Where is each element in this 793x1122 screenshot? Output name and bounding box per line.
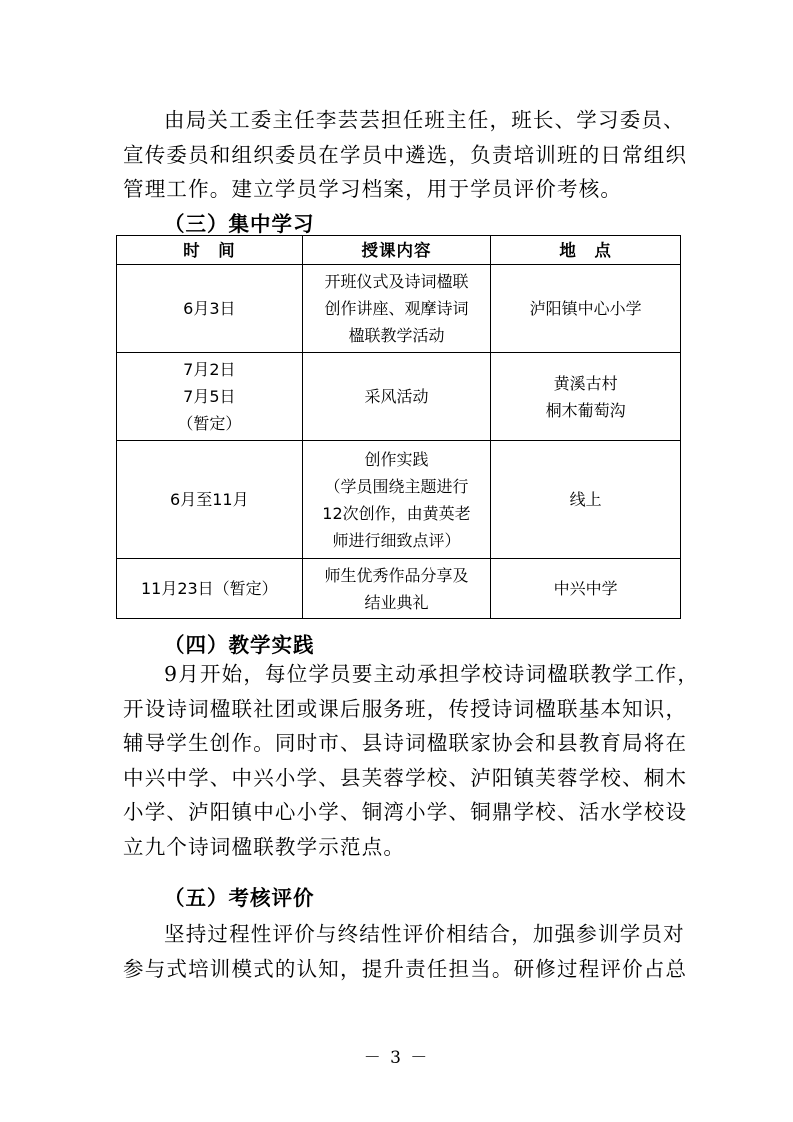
intro-paragraph bbox=[123, 103, 688, 207]
cell-text: 11月23日（暂定） bbox=[140, 579, 278, 598]
header-place: 地 点 bbox=[491, 236, 681, 265]
cell-text: 创作实践 bbox=[364, 449, 429, 469]
cell-text: 线上 bbox=[569, 490, 602, 509]
cell-place bbox=[491, 265, 681, 353]
cell-content bbox=[302, 559, 491, 619]
cell-place bbox=[491, 353, 681, 441]
cell-text: 泸阳镇中心小学 bbox=[529, 299, 642, 318]
cell-content bbox=[302, 265, 491, 353]
cell-text: （暂定） bbox=[177, 414, 242, 433]
cell-text: 楹联教学活动 bbox=[348, 326, 445, 345]
cell-content bbox=[302, 353, 491, 441]
paragraph-line: 参与式培训模式的认知，提升责任担当。研修过程评价占总 bbox=[123, 956, 688, 981]
cell-text: 中兴中学 bbox=[553, 579, 618, 598]
page-number: － 3 － bbox=[363, 1048, 430, 1068]
header-time: 时 间 bbox=[117, 236, 303, 265]
cell-text: 7月2日 bbox=[183, 360, 236, 379]
cell-text: 桐木葡萄沟 bbox=[545, 400, 626, 420]
cell-text: 7月5日 bbox=[183, 387, 236, 406]
cell-time bbox=[117, 441, 303, 559]
cell-content bbox=[302, 441, 491, 559]
paragraph-line: 小学、泸阳镇中心小学、铜湾小学、铜鼎学校、活水学校设 bbox=[123, 800, 688, 824]
cell-time bbox=[117, 559, 303, 619]
cell-text: 6月至11月 bbox=[170, 490, 249, 509]
cell-text: 采风活动 bbox=[364, 387, 429, 406]
cell-text: （学员围绕主题进行 bbox=[324, 476, 469, 496]
cell-place bbox=[491, 559, 681, 619]
paragraph-line: 9月开始，每位学员要主动承担学校诗词楹联教学工作， bbox=[164, 662, 700, 686]
cell-time bbox=[117, 265, 303, 353]
paragraph-line: 管理工作。建立学员学习档案，用于学员评价考核。 bbox=[123, 177, 623, 201]
table-row bbox=[117, 353, 681, 441]
cell-time bbox=[117, 353, 303, 441]
table-row bbox=[117, 265, 681, 353]
paragraph-line: 宣传委员和组织委员在学员中遴选，负责培训班的日常组织 bbox=[123, 142, 688, 167]
assessment-paragraph bbox=[123, 917, 688, 986]
cell-text: 师生优秀作品分享及 bbox=[324, 565, 469, 585]
teaching-practice-paragraph bbox=[123, 657, 700, 864]
section-heading-assessment: （五）考核评价 bbox=[164, 886, 315, 910]
cell-text: 师进行细致点评） bbox=[332, 530, 461, 550]
schedule-table bbox=[116, 235, 681, 619]
cell-text: 结业典礼 bbox=[364, 592, 429, 612]
paragraph-line: 中兴中学、中兴小学、县芙蓉学校、泸阳镇芙蓉学校、桐木 bbox=[123, 765, 688, 790]
table-row bbox=[117, 559, 681, 619]
paragraph-line: 辅导学生创作。同时市、县诗词楹联家协会和县教育局将在 bbox=[123, 731, 688, 755]
paragraph-line: 坚持过程性评价与终结性评价相结合，加强参训学员对 bbox=[164, 922, 685, 946]
cell-place bbox=[491, 441, 681, 559]
section-heading-centralized-study: （三）集中学习 bbox=[164, 212, 315, 236]
table-header-row bbox=[117, 236, 681, 265]
paragraph-line: 开设诗词楹联社团或课后服务班，传授诗词楹联基本知识， bbox=[123, 696, 688, 721]
section-heading-teaching-practice: （四）教学实践 bbox=[164, 633, 315, 657]
cell-text: 6月3日 bbox=[183, 299, 236, 318]
cell-text: 黄溪古村 bbox=[553, 373, 618, 393]
cell-text: 创作讲座、观摩诗词 bbox=[324, 299, 469, 318]
paragraph-line: 由局关工委主任李芸芸担任班主任，班长、学习委员、 bbox=[164, 108, 685, 132]
cell-text: 开班仪式及诗词楹联 bbox=[324, 272, 469, 291]
cell-text: 12次创作，由黄英老 bbox=[322, 503, 471, 523]
table-row bbox=[117, 441, 681, 559]
paragraph-line: 立九个诗词楹联教学示范点。 bbox=[123, 834, 406, 859]
header-content: 授课内容 bbox=[302, 236, 491, 265]
